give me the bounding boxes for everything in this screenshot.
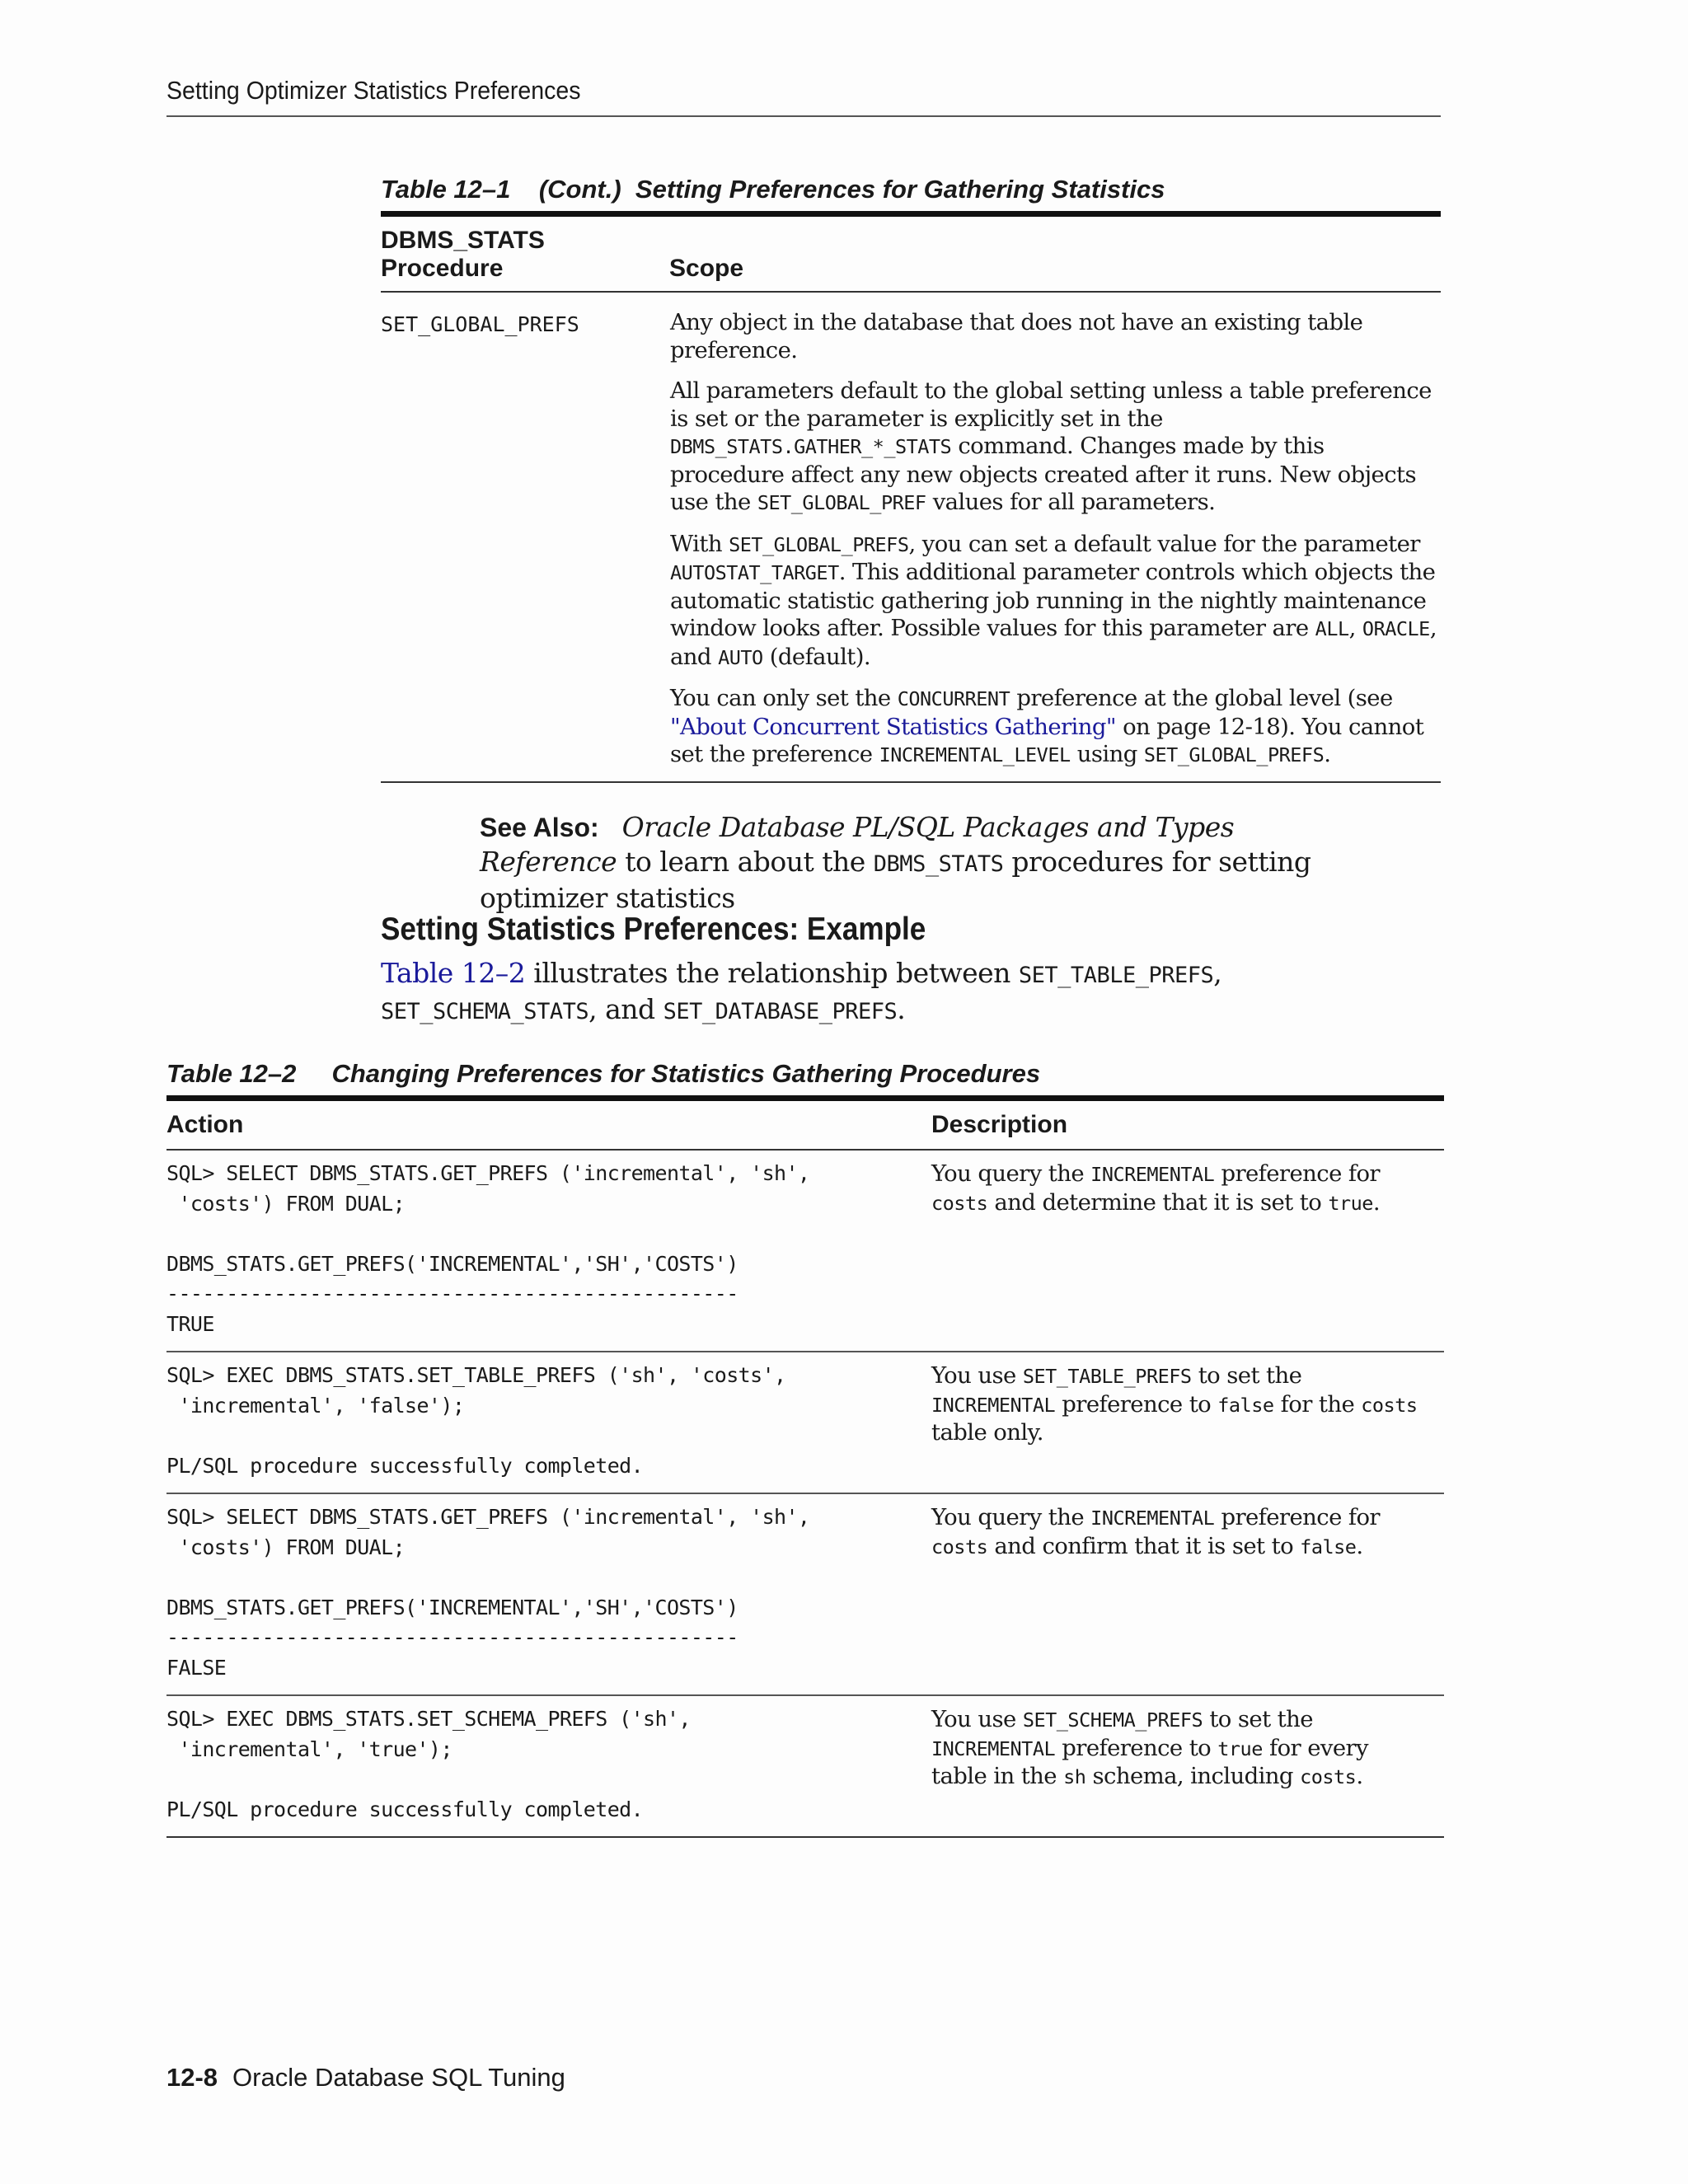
text-span: preference for bbox=[1214, 1504, 1380, 1530]
text-span: procedures for setting optimizer statistics bbox=[480, 846, 1311, 914]
text-span: . bbox=[897, 993, 906, 1025]
text-span: , and bbox=[588, 993, 663, 1025]
inline-code: false bbox=[1217, 1393, 1274, 1417]
text-span: (default). bbox=[762, 643, 871, 670]
text-span: and confirm that it is set to bbox=[987, 1532, 1301, 1559]
inline-code: true bbox=[1328, 1191, 1373, 1215]
inline-code: SET_SCHEMA_STATS bbox=[381, 999, 589, 1024]
code-block: SQL> EXEC DBMS_STATS.SET_TABLE_PREFS ('sh', 'costs', 'incremental', 'false'); PL/SQL procedure successfully completed. bbox=[166, 1363, 786, 1478]
inline-code: SET_GLOBAL_PREFS bbox=[1143, 743, 1325, 766]
text-span: . This additional parameter controls which objects the automatic statistic gathering job running in the nightly maintenance window looks after. Possible values for this parameter are bbox=[670, 559, 1436, 641]
inline-code: costs bbox=[931, 1535, 988, 1558]
text-span: . bbox=[1356, 1763, 1363, 1789]
preferences-table bbox=[381, 211, 1441, 783]
inline-code: false bbox=[1300, 1535, 1357, 1558]
see-also-note bbox=[480, 810, 1353, 915]
text-span: . bbox=[1356, 1532, 1363, 1559]
text-span: preference for bbox=[1214, 1160, 1380, 1187]
table-row bbox=[166, 1696, 1444, 1836]
inline-code: INCREMENTAL bbox=[1090, 1507, 1215, 1530]
action-cell bbox=[166, 1361, 931, 1481]
column-header-line: DBMS_STATS bbox=[381, 227, 545, 254]
table-row bbox=[166, 1352, 1444, 1494]
inline-code: CONCURRENT bbox=[897, 687, 1010, 710]
text-span: and determine that it is set to bbox=[987, 1188, 1329, 1216]
text-span: . bbox=[1372, 1188, 1381, 1216]
text-span: , and bbox=[670, 615, 1437, 670]
text-span: You query the bbox=[931, 1160, 1091, 1187]
inline-code: INCREMENTAL bbox=[931, 1736, 1056, 1760]
text-span: preference to bbox=[1055, 1734, 1218, 1761]
table-row bbox=[166, 1151, 1444, 1352]
procedures-table bbox=[166, 1095, 1444, 1838]
description-cell bbox=[931, 1704, 1426, 1825]
text-span: values for all parameters. bbox=[926, 489, 1216, 515]
inline-code: sh bbox=[1063, 1765, 1086, 1788]
text-span: schema, including bbox=[1085, 1763, 1301, 1789]
text-span: on page 12-18). You cannot set the preference bbox=[670, 713, 1424, 767]
inline-code: INCREMENTAL bbox=[931, 1393, 1056, 1417]
page-number: 12-8 bbox=[166, 2063, 218, 2092]
text-span: preference to bbox=[1055, 1390, 1218, 1418]
inline-code: costs bbox=[1300, 1765, 1357, 1788]
text-span: , bbox=[1213, 957, 1222, 989]
table-12-2-link[interactable]: Table 12–2 bbox=[381, 957, 526, 989]
text-span: to learn about the bbox=[617, 846, 874, 878]
inline-code: ALL bbox=[1315, 617, 1349, 640]
description-cell bbox=[931, 1502, 1426, 1683]
table-header-row bbox=[381, 217, 1441, 293]
page-footer bbox=[166, 2063, 565, 2093]
inline-code: SET_DATABASE_PREFS bbox=[663, 999, 898, 1024]
inline-code: INCREMENTAL bbox=[1090, 1163, 1215, 1186]
inline-code: DBMS_STATS bbox=[873, 851, 1004, 877]
table-header-row bbox=[166, 1101, 1444, 1151]
inline-code: SET_GLOBAL_PREFS bbox=[729, 532, 909, 556]
inline-code: INCREMENTAL_LEVEL bbox=[879, 743, 1071, 766]
text-span: You can only set the bbox=[670, 685, 898, 711]
scope-paragraph: Any object in the database that does not have an existing table preference. bbox=[670, 309, 1363, 363]
section-intro bbox=[381, 956, 1444, 1029]
scope-paragraph bbox=[670, 685, 1441, 770]
text-span: . bbox=[1324, 741, 1331, 767]
inline-code: true bbox=[1217, 1736, 1263, 1760]
code-block: SQL> SELECT DBMS_STATS.GET_PREFS ('incremental', 'sh', 'costs') FROM DUAL; DBMS_STATS.GET_PREFS('INCREMENTAL','SH','COSTS') ------------------------------------------------ FALSE bbox=[166, 1505, 810, 1680]
table-caption: Table 12–2 Changing Preferences for Statistics Gathering Procedures bbox=[166, 1059, 1041, 1088]
inline-code: ORACLE bbox=[1362, 617, 1430, 640]
description-text bbox=[931, 1504, 1426, 1561]
inline-code: AUTO bbox=[718, 645, 763, 669]
text-span: using bbox=[1070, 741, 1144, 767]
section-heading: Setting Statistics Preferences: Example bbox=[381, 912, 926, 947]
scope-paragraph bbox=[670, 531, 1441, 673]
text-span: You use bbox=[931, 1362, 1023, 1389]
inline-code: costs bbox=[1361, 1393, 1418, 1417]
header-rule bbox=[166, 115, 1441, 117]
text-span: for the bbox=[1273, 1390, 1362, 1418]
text-span: illustrates the relationship between bbox=[525, 957, 1019, 989]
action-cell bbox=[166, 1159, 931, 1339]
text-span: You use bbox=[931, 1706, 1023, 1732]
description-text bbox=[931, 1160, 1426, 1217]
action-cell bbox=[166, 1704, 931, 1825]
text-span: to set the bbox=[1191, 1362, 1302, 1389]
see-also-label: See Also: bbox=[480, 813, 599, 842]
scope-cell bbox=[670, 309, 1441, 770]
column-header-description: Description bbox=[931, 1111, 1068, 1138]
column-header-scope: Scope bbox=[669, 255, 744, 282]
description-cell bbox=[931, 1361, 1426, 1481]
text-span: , bbox=[1348, 615, 1362, 641]
inline-code: SET_GLOBAL_PREF bbox=[757, 491, 926, 514]
inline-code: AUTOSTAT_TARGET bbox=[670, 561, 839, 584]
text-span: for every table in the bbox=[931, 1734, 1368, 1789]
scope-paragraph bbox=[670, 377, 1441, 518]
inline-code: SET_TABLE_PREFS bbox=[1018, 963, 1214, 988]
book-reference: Oracle Database PL/SQL Packages and Types Reference bbox=[480, 811, 1235, 878]
text-span: , you can set a default value for the parameter bbox=[908, 530, 1420, 557]
running-header: Setting Optimizer Statistics Preferences bbox=[166, 76, 581, 105]
text-span: to set the bbox=[1203, 1706, 1313, 1732]
code-block: SQL> SELECT DBMS_STATS.GET_PREFS ('incremental', 'sh', 'costs') FROM DUAL; DBMS_STATS.GET_PREFS('INCREMENTAL','SH','COSTS') ------------------------------------------------ TRUE bbox=[166, 1161, 810, 1336]
procedure-name: SET_GLOBAL_PREFS bbox=[381, 312, 579, 336]
inline-code: DBMS_STATS.GATHER_*_STATS bbox=[670, 435, 952, 458]
code-block: SQL> EXEC DBMS_STATS.SET_SCHEMA_PREFS ('sh', 'incremental', 'true'); PL/SQL procedure successfully completed. bbox=[166, 1707, 691, 1821]
inline-code: SET_TABLE_PREFS bbox=[1022, 1365, 1192, 1388]
description-text bbox=[931, 1362, 1426, 1447]
table-caption: Table 12–1 (Cont.) Setting Preferences for Gathering Statistics bbox=[381, 175, 1165, 204]
column-header-action: Action bbox=[166, 1111, 244, 1138]
column-header-procedure bbox=[381, 227, 669, 283]
text-span: command. Changes made by this procedure affect any new objects created after it runs. New objects use the bbox=[670, 433, 1416, 515]
text-span: preference at the global level (see bbox=[1010, 685, 1393, 711]
description-text bbox=[931, 1706, 1426, 1792]
text-span: With bbox=[670, 530, 729, 557]
book-title: Oracle Database SQL Tuning bbox=[232, 2063, 565, 2092]
text-span: All parameters default to the global setting unless a table preference is set or the parameter is explicitly set in the bbox=[670, 377, 1432, 432]
concurrent-stats-link[interactable]: "About Concurrent Statistics Gathering" bbox=[670, 713, 1116, 740]
text-span: table only. bbox=[931, 1419, 1043, 1446]
description-cell bbox=[931, 1159, 1426, 1339]
column-header-line: Procedure bbox=[381, 255, 504, 282]
inline-code: costs bbox=[931, 1191, 988, 1215]
inline-code: SET_SCHEMA_PREFS bbox=[1022, 1708, 1203, 1732]
action-cell bbox=[166, 1502, 931, 1683]
table-row bbox=[381, 293, 1441, 781]
text-span: You query the bbox=[931, 1504, 1091, 1530]
table-row bbox=[166, 1494, 1444, 1696]
